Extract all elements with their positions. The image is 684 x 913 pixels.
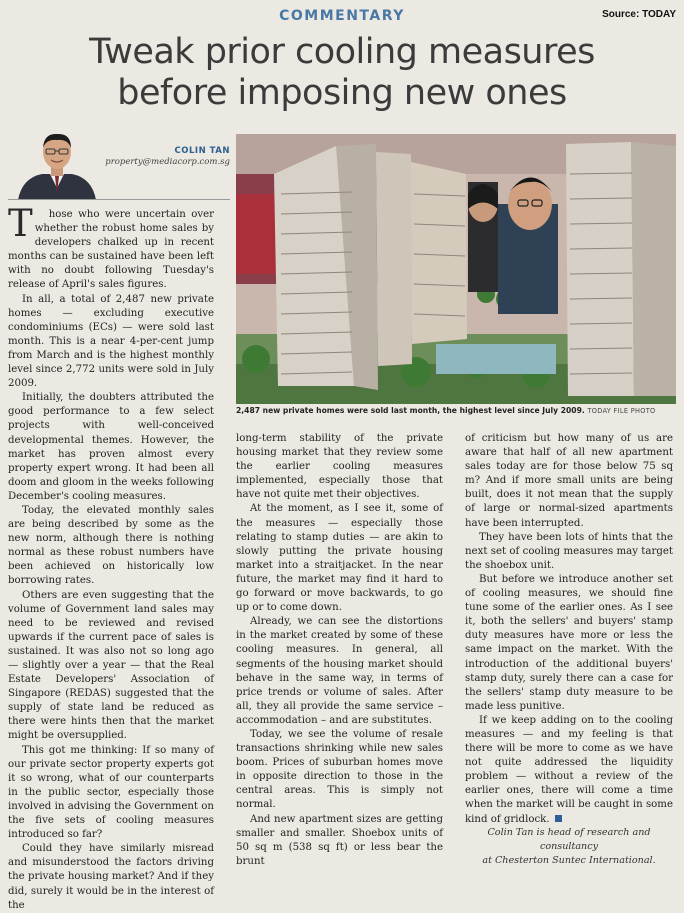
paragraph: Others are even suggesting that the volume of Government land sales may need to be reviewed and revised upwards if the current pace of sales is sustained. It was also not so long ago — slightly over a year — that the Real Estate Developers' Association of Singapore (REDAS) suggested that the supply of state land be reduced as there were hints then that the market might be oversupplied. [8, 589, 214, 742]
source-label: Source: TODAY [602, 9, 676, 20]
bio-line-1: Colin Tan is head of research and consultancy [487, 827, 651, 852]
paragraph: Already, we can see the distortions in the market created by some of these cooling measures. In general, all segments of the housing market should behave in the same way, in terms of price trends or volume of sales. After all, they all provide the same service – accommodation – and are substitutes. [236, 616, 443, 726]
end-mark-icon [555, 815, 562, 822]
section-kicker: COMMENTARY [279, 8, 405, 24]
caption-text: 2,487 new private homes were sold last month, the highest level since July 2009. [236, 406, 585, 415]
paragraph: At the moment, as I see it, some of the measures — especially those relating to stamp duties — are akin to slowly putting the private housing market into a straitjacket. In the near future, the market may find it hard to go forward or move backwards, to go up or to come down. [236, 503, 443, 614]
paragraph: long-term stability of the private housing market that they review some the earlier cooling measures implemented, especially those that have not quite met their objectives. [236, 433, 443, 501]
article-column-2 [236, 432, 443, 869]
article-column-1 [8, 202, 214, 913]
paragraph: But before we introduce another set of cooling measures, we should fine tune some of the earlier ones. As I see it, both the sellers' and buyers' stamp duty measures have more or less the same impact on the market. With the introduction of the additional buyers' stamp duty, surely there can a case for the sellers' stamp duty measure to be made less punitive. [465, 573, 673, 712]
headline-line-2: before imposing new ones [117, 73, 567, 113]
byline-divider [8, 199, 230, 200]
paragraph: Today, we see the volume of resale transactions shrinking while new sales boom. Prices of suburban homes move in opposite direction to those in the central areas. This is simply not normal. [236, 728, 443, 811]
article-column-3 [465, 432, 673, 827]
paragraph: In all, a total of 2,487 new private homes — excluding executive condominiums (ECs) — were sold last month. This is a near 4-per-cent jump from March and is the highest monthly level since 2,772 units were sold in July 2009. [8, 293, 214, 390]
paragraph: And new apartment sizes are getting smaller and smaller. Shoebox units of 50 sq m (538 sq ft) or less bear the brunt [236, 813, 443, 867]
author-bio [465, 826, 673, 868]
paragraph [8, 202, 214, 293]
condo-model-photo [236, 134, 676, 404]
bio-line-2: at Chesterton Suntec International. [482, 855, 656, 866]
paragraph: Today, the elevated monthly sales are being described by some as the new norm, although there is nothing normal as these robust numbers have been achieved on historically low borrowing rates. [8, 504, 214, 587]
paragraph: Could they have similarly misread and misunderstood the factors driving the private housing market? And if they did, surely it would be in the interest of the [8, 843, 214, 911]
author-email[interactable]: property@mediacorp.com.sg [105, 157, 230, 167]
paragraph: Initially, the doubters attributed the good performance to a few select projects with well-conceived developmental themes. However, the market has proven almost every property expert wrong. It had been all doom and gloom in the weeks following December's cooling measures. [8, 392, 214, 502]
headline-line-1: Tweak prior cooling measures [89, 32, 595, 72]
paragraph-text: If we keep adding on to the cooling measures — and my feeling is that there will be more to come as we have not quite addressed the liquidity problem — without a review of the earlier ones, there will come a time when the market will be caught in some kind of gridlock. [465, 714, 673, 825]
paragraph [465, 714, 673, 827]
paragraph: This got me thinking: If so many of our private sector property experts got it so wrong, what of our counterparts in the public sector, especially those involved in advising the Government on the five sets of cooling measures introduced so far? [8, 744, 214, 841]
byline [100, 146, 230, 168]
photo-caption [236, 405, 680, 417]
drop-cap: T [8, 202, 33, 245]
paragraph-text: hose who were uncertain over whether the robust home sales by developers chalked up in recent months can be sustained have been left with no doubt following Tuesday's release of April's sales figures. [8, 209, 214, 291]
author-photo [8, 128, 106, 200]
paragraph: They have been lots of hints that the next set of cooling measures may target the shoebox unit. [465, 531, 673, 571]
headline [0, 32, 684, 114]
paragraph: of criticism but how many of us are aware that half of all new apartment sales today are for those below 75 sq m? And if more small units are being built, does it not mean that the supply of large or normal-sized apartments have been interrupted. [465, 433, 673, 529]
photo-credit: TODAY FILE PHOTO [587, 407, 656, 415]
author-name: COLIN TAN [174, 146, 230, 156]
